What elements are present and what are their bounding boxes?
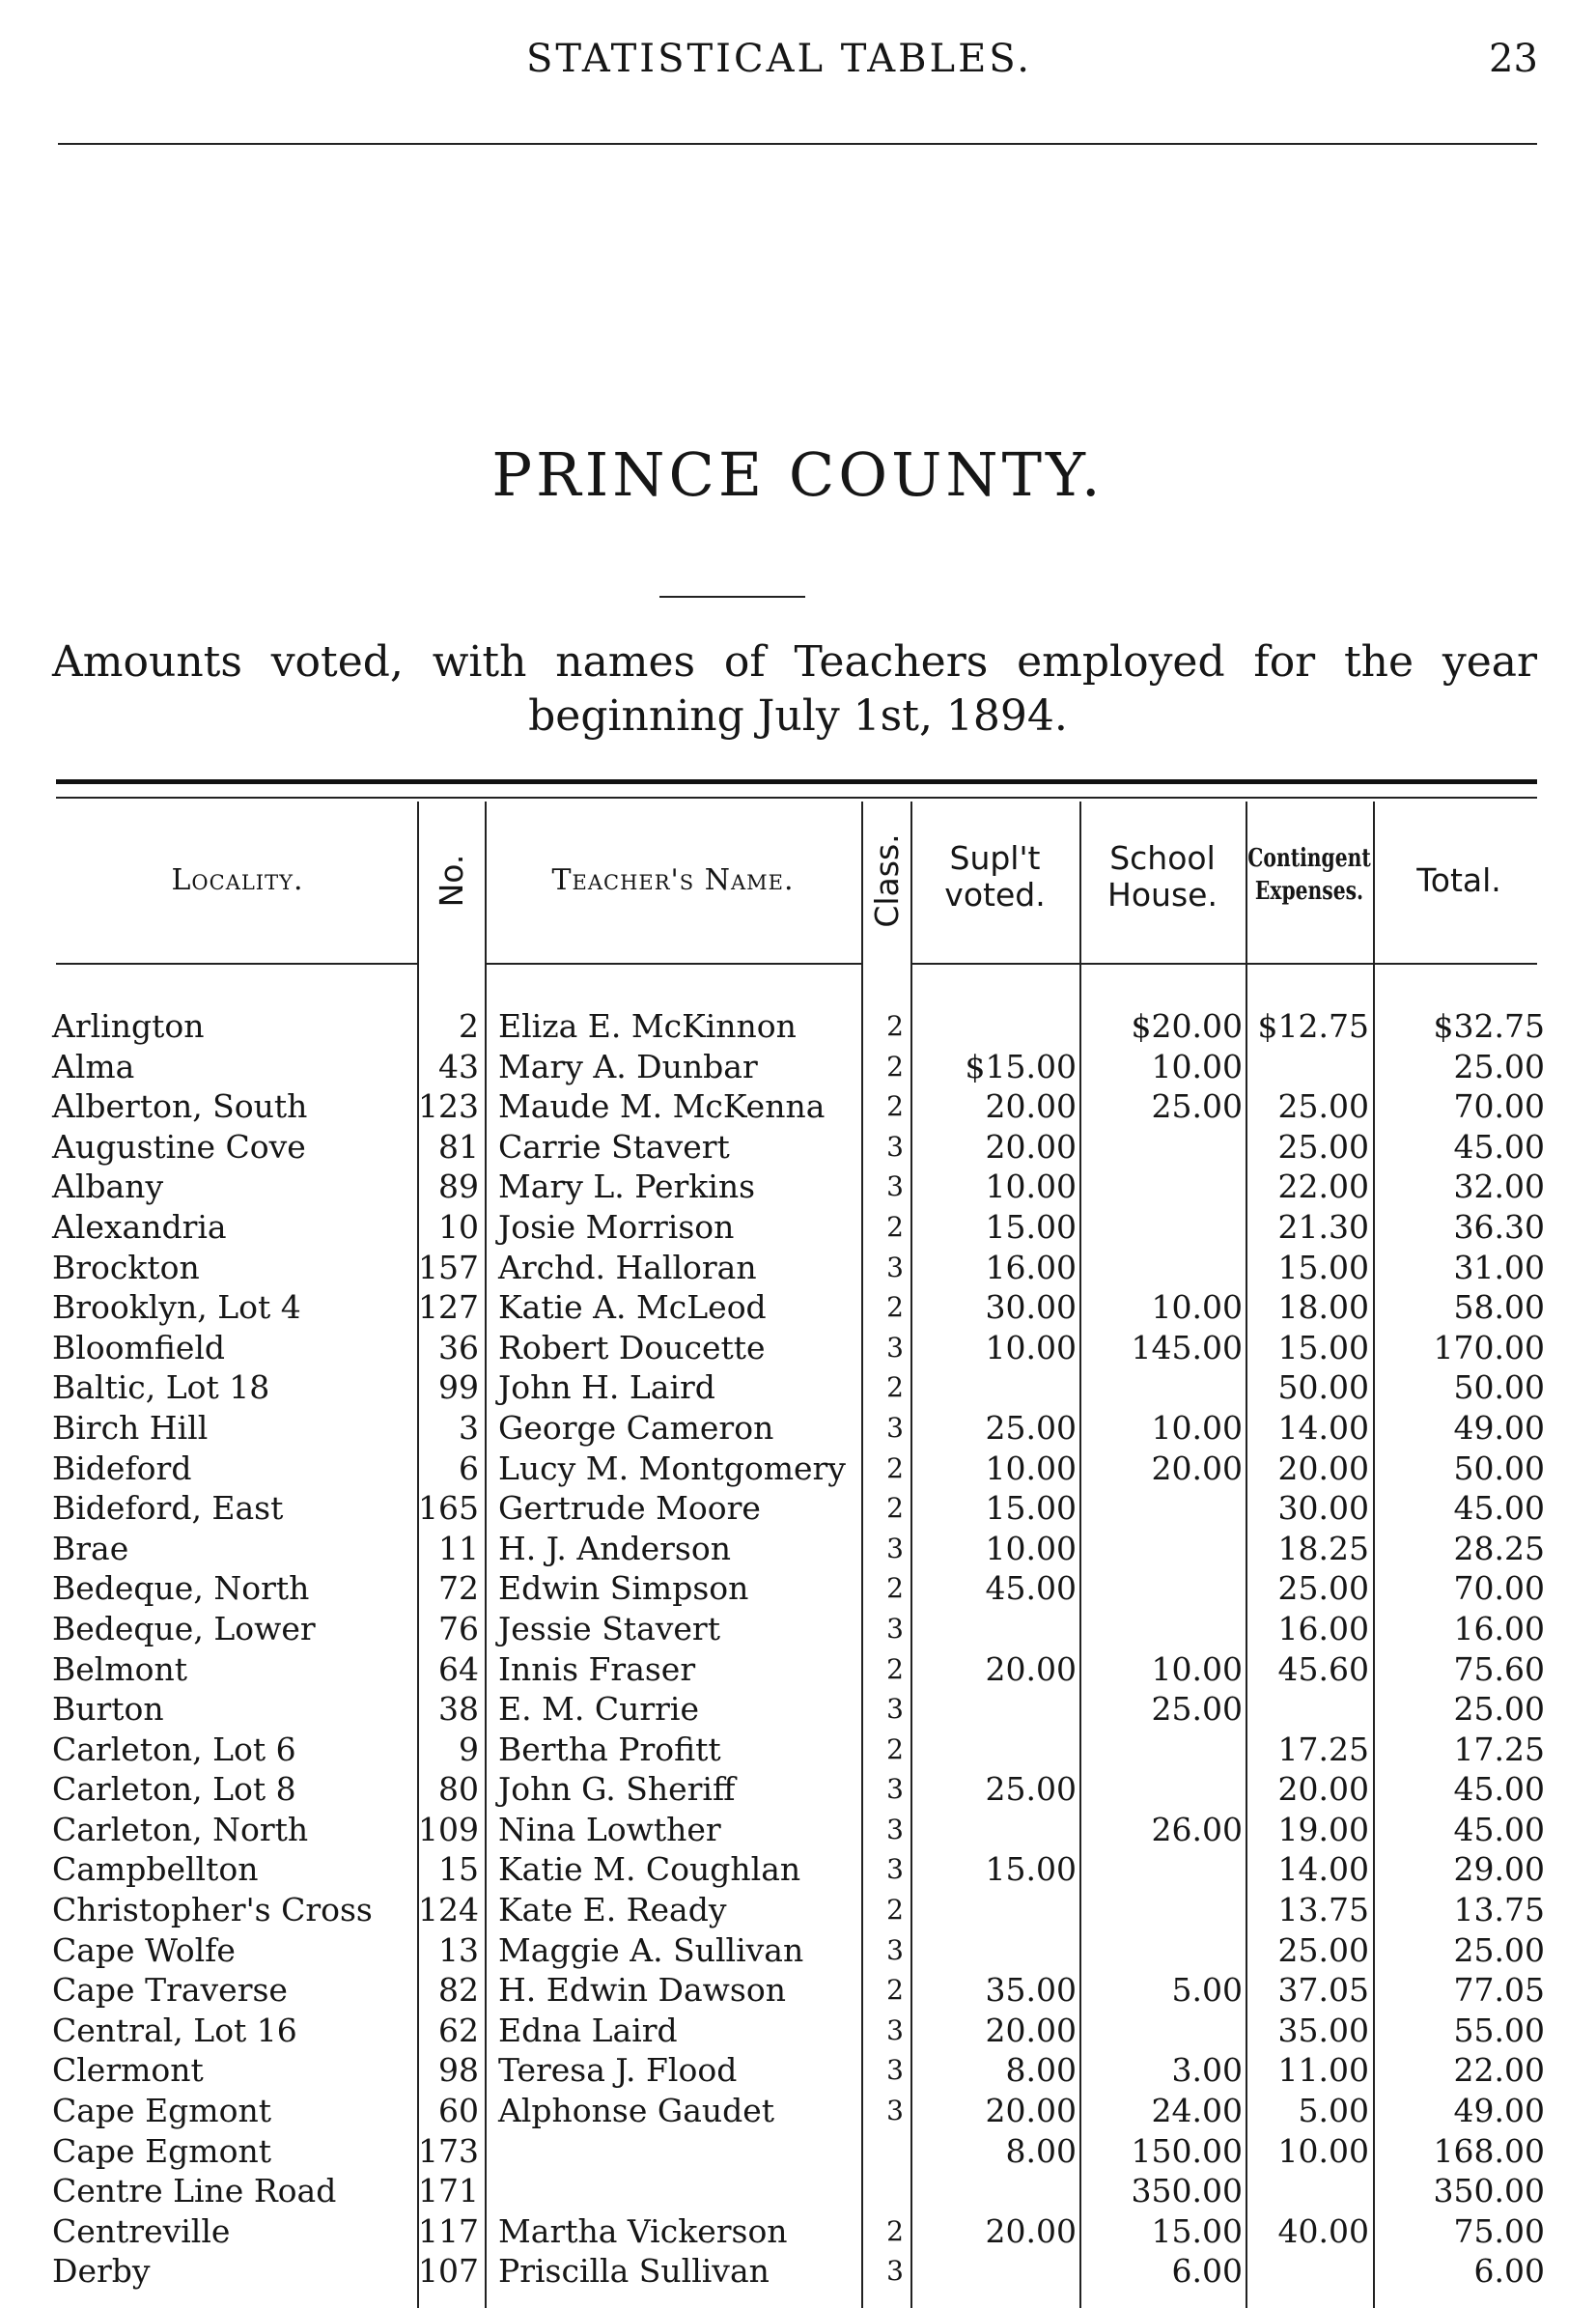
supplement-cell: 20.00 — [985, 2092, 1077, 2130]
number-cell: 107 — [418, 2252, 479, 2291]
locality-cell: Christopher's Cross — [52, 1891, 373, 1929]
total-cell: 75.60 — [1453, 1649, 1545, 1688]
table-row — [0, 1529, 1596, 1569]
contingent-cell: 25.00 — [1277, 1087, 1369, 1126]
table-row — [0, 1769, 1596, 1810]
total-cell: 49.00 — [1453, 2092, 1545, 2130]
total-cell: 350.00 — [1433, 2172, 1545, 2210]
contingent-cell: 5.00 — [1298, 2092, 1369, 2130]
locality-cell: Augustine Cove — [52, 1127, 306, 1166]
total-cell: 13.75 — [1453, 1891, 1545, 1929]
locality-cell: Bideford, East — [52, 1489, 284, 1528]
locality-cell: Bloomfield — [52, 1328, 226, 1366]
class-cell: 3 — [886, 1773, 904, 1806]
number-cell: 6 — [459, 1449, 479, 1487]
contingent-cell: 15.00 — [1277, 1328, 1369, 1366]
table-row — [0, 2251, 1596, 2292]
header-class: Class. — [868, 833, 906, 928]
teacher-cell: Maggie A. Sullivan — [498, 1930, 804, 1969]
teacher-cell: Alphonse Gaudet — [498, 2092, 775, 2130]
locality-cell: Birch Hill — [52, 1408, 209, 1447]
teacher-cell: John H. Laird — [498, 1368, 715, 1407]
supplement-cell: 10.00 — [985, 1449, 1077, 1487]
teacher-cell: H. J. Anderson — [498, 1529, 731, 1567]
total-cell: 70.00 — [1453, 1087, 1545, 1126]
teacher-cell: Kate E. Ready — [498, 1891, 727, 1929]
table-body — [0, 1006, 1596, 2292]
locality-cell: Alberton, South — [52, 1087, 308, 1126]
title-rule — [659, 596, 805, 598]
header-total: Total. — [1416, 861, 1501, 899]
supplement-cell: 35.00 — [985, 1971, 1077, 2010]
school-house-cell: 10.00 — [1151, 1288, 1243, 1327]
table-row — [0, 1488, 1596, 1529]
teacher-cell: H. Edwin Dawson — [498, 1971, 786, 2010]
contingent-cell: 35.00 — [1277, 2011, 1369, 2049]
locality-cell: Burton — [52, 1690, 164, 1729]
number-cell: 157 — [418, 1248, 479, 1286]
supplement-cell: 8.00 — [1005, 2051, 1077, 2090]
class-cell: 3 — [886, 1532, 904, 1564]
supplement-cell: 10.00 — [985, 1328, 1077, 1366]
header-teacher: Teacher's Name. — [551, 863, 795, 897]
class-cell: 2 — [886, 1652, 904, 1685]
class-cell: 2 — [886, 1210, 904, 1243]
supplement-cell: 30.00 — [985, 1288, 1077, 1327]
school-house-cell: 150.00 — [1131, 2131, 1243, 2170]
table-row — [0, 1127, 1596, 1168]
header-locality: Locality. — [171, 863, 304, 897]
table-row — [0, 1086, 1596, 1127]
table-row — [0, 1408, 1596, 1449]
table-row — [0, 1248, 1596, 1288]
locality-cell: Centre Line Road — [52, 2172, 337, 2210]
teacher-cell: Eliza E. McKinnon — [498, 1007, 797, 1045]
locality-cell: Central, Lot 16 — [52, 2011, 297, 2049]
class-cell: 3 — [886, 2095, 904, 2127]
total-cell: 6.00 — [1473, 2252, 1545, 2291]
number-cell: 173 — [418, 2131, 479, 2170]
supplement-cell: 20.00 — [985, 2211, 1077, 2250]
locality-cell: Baltic, Lot 18 — [52, 1368, 270, 1407]
number-cell: 109 — [418, 1810, 479, 1848]
total-cell: 55.00 — [1453, 2011, 1545, 2049]
class-cell: 2 — [886, 1291, 904, 1324]
supplement-cell: 20.00 — [985, 2011, 1077, 2049]
school-house-cell: 10.00 — [1151, 1047, 1243, 1085]
school-house-cell: 3.00 — [1171, 2051, 1243, 2090]
total-cell: 50.00 — [1453, 1368, 1545, 1407]
number-cell: 9 — [459, 1730, 479, 1768]
supplement-cell: $15.00 — [965, 1047, 1077, 1085]
contingent-cell: 18.25 — [1277, 1529, 1369, 1567]
table-row — [0, 1649, 1596, 1690]
number-cell: 38 — [438, 1690, 479, 1729]
table-row — [0, 2131, 1596, 2172]
class-cell: 3 — [886, 1853, 904, 1886]
contingent-cell: 13.75 — [1277, 1891, 1369, 1929]
total-cell: 58.00 — [1453, 1288, 1545, 1327]
header-cont-line2: Expenses. — [1254, 877, 1364, 906]
total-cell: 45.00 — [1453, 1770, 1545, 1809]
teacher-cell: Archd. Halloran — [498, 1248, 757, 1286]
total-cell: 45.00 — [1453, 1489, 1545, 1528]
class-cell: 2 — [886, 1050, 904, 1083]
table-row — [0, 1970, 1596, 2011]
contingent-cell: 25.00 — [1277, 1930, 1369, 1969]
number-cell: 165 — [418, 1489, 479, 1528]
number-cell: 98 — [438, 2051, 479, 2090]
table-row — [0, 1287, 1596, 1328]
total-cell: 28.25 — [1453, 1529, 1545, 1567]
table-row — [0, 1367, 1596, 1408]
teacher-cell: E. M. Currie — [498, 1690, 699, 1729]
table-top-thin-rule — [56, 797, 1537, 799]
total-cell: 75.00 — [1453, 2211, 1545, 2250]
table-row — [0, 1449, 1596, 1489]
supplement-cell: 10.00 — [985, 1529, 1077, 1567]
table-top-thick-rule — [56, 779, 1537, 784]
contingent-cell: 14.00 — [1277, 1408, 1369, 1447]
school-house-cell: 350.00 — [1131, 2172, 1243, 2210]
number-cell: 15 — [438, 1850, 479, 1889]
locality-cell: Campbellton — [52, 1850, 259, 1889]
table-row — [0, 1810, 1596, 1850]
school-house-cell: $20.00 — [1131, 1007, 1243, 1045]
header-cont-line1: Contingent — [1247, 844, 1371, 873]
total-cell: 50.00 — [1453, 1449, 1545, 1487]
school-house-cell: 15.00 — [1151, 2211, 1243, 2250]
class-cell: 2 — [886, 1010, 904, 1042]
table-row — [0, 1047, 1596, 1087]
number-cell: 13 — [438, 1930, 479, 1969]
total-cell: 170.00 — [1433, 1328, 1545, 1366]
teacher-cell: Priscilla Sullivan — [498, 2252, 770, 2291]
number-cell: 123 — [418, 1087, 479, 1126]
teacher-cell: Mary A. Dunbar — [498, 1047, 758, 1085]
number-cell: 171 — [418, 2172, 479, 2210]
contingent-cell: 25.00 — [1277, 1569, 1369, 1608]
total-cell: 168.00 — [1433, 2131, 1545, 2170]
class-cell: 3 — [886, 1331, 904, 1364]
supplement-cell: 20.00 — [985, 1087, 1077, 1126]
total-cell: 45.00 — [1453, 1810, 1545, 1848]
locality-cell: Arlington — [52, 1007, 205, 1045]
locality-cell: Brockton — [52, 1248, 200, 1286]
header-underline — [910, 963, 1537, 965]
teacher-cell: Katie M. Coughlan — [498, 1850, 801, 1889]
header-supl — [910, 840, 1079, 914]
contingent-cell: 16.00 — [1277, 1609, 1369, 1647]
locality-cell: Alma — [52, 1047, 135, 1085]
teacher-cell: Maude M. McKenna — [498, 1087, 826, 1126]
contingent-cell: 45.60 — [1277, 1649, 1369, 1688]
locality-cell: Cape Wolfe — [52, 1930, 236, 1969]
total-cell: 77.05 — [1453, 1971, 1545, 2010]
subtitle-line-2: beginning July 1st, 1894. — [528, 691, 1068, 741]
table-row — [0, 1167, 1596, 1207]
header-supl-line2: voted. — [944, 876, 1046, 914]
class-cell: 3 — [886, 1813, 904, 1845]
teacher-cell: Teresa J. Flood — [498, 2051, 738, 2090]
locality-cell: Brooklyn, Lot 4 — [52, 1288, 301, 1327]
number-cell: 72 — [438, 1569, 479, 1608]
class-cell: 2 — [886, 1371, 904, 1404]
contingent-cell: 19.00 — [1277, 1810, 1369, 1848]
class-cell: 3 — [886, 1130, 904, 1163]
contingent-cell: 25.00 — [1277, 1127, 1369, 1166]
number-cell: 99 — [438, 1368, 479, 1407]
class-cell: 3 — [886, 2013, 904, 2046]
header-house-line1: School — [1109, 839, 1216, 877]
supplement-cell: 15.00 — [985, 1489, 1077, 1528]
header-no: No. — [433, 854, 470, 908]
school-house-cell: 20.00 — [1151, 1449, 1243, 1487]
teacher-cell: Robert Doucette — [498, 1328, 766, 1366]
locality-cell: Carleton, Lot 8 — [52, 1770, 296, 1809]
number-cell: 64 — [438, 1649, 479, 1688]
locality-cell: Cape Egmont — [52, 2131, 271, 2170]
school-house-cell: 6.00 — [1171, 2252, 1243, 2291]
school-house-cell: 10.00 — [1151, 1408, 1243, 1447]
subtitle-line-1: Amounts voted, with names of Teachers employed for the year — [52, 637, 1537, 687]
locality-cell: Brae — [52, 1529, 129, 1567]
school-house-cell: 5.00 — [1171, 1971, 1243, 2010]
locality-cell: Bideford — [52, 1449, 192, 1487]
supplement-cell: 45.00 — [985, 1569, 1077, 1608]
contingent-cell: 30.00 — [1277, 1489, 1369, 1528]
supplement-cell: 25.00 — [985, 1770, 1077, 1809]
supplement-cell: 10.00 — [985, 1168, 1077, 1206]
class-cell: 2 — [886, 1572, 904, 1605]
locality-cell: Bedeque, Lower — [52, 1609, 316, 1647]
number-cell: 2 — [459, 1007, 479, 1045]
header-rule — [58, 143, 1537, 145]
class-cell: 2 — [886, 1451, 904, 1484]
number-cell: 80 — [438, 1770, 479, 1809]
supplement-cell: 15.00 — [985, 1850, 1077, 1889]
contingent-cell: 50.00 — [1277, 1368, 1369, 1407]
total-cell: 25.00 — [1453, 1047, 1545, 1085]
locality-cell: Cape Egmont — [52, 2092, 271, 2130]
contingent-cell: 22.00 — [1277, 1168, 1369, 1206]
class-cell: 3 — [886, 1612, 904, 1645]
contingent-cell: 40.00 — [1277, 2211, 1369, 2250]
number-cell: 81 — [438, 1127, 479, 1166]
total-cell: 36.30 — [1453, 1207, 1545, 1246]
total-cell: 32.00 — [1453, 1168, 1545, 1206]
table-row — [0, 1006, 1596, 1047]
number-cell: 36 — [438, 1328, 479, 1366]
page-number: 23 — [1489, 37, 1538, 81]
total-cell: 25.00 — [1453, 1690, 1545, 1729]
number-cell: 11 — [438, 1529, 479, 1567]
number-cell: 124 — [418, 1891, 479, 1929]
total-cell: 25.00 — [1453, 1930, 1545, 1969]
contingent-cell: 15.00 — [1277, 1248, 1369, 1286]
teacher-cell: Jessie Stavert — [498, 1609, 720, 1647]
total-cell: 16.00 — [1453, 1609, 1545, 1647]
number-cell: 60 — [438, 2092, 479, 2130]
table-row — [0, 2011, 1596, 2051]
table-row — [0, 1568, 1596, 1609]
school-house-cell: 145.00 — [1131, 1328, 1243, 1366]
teacher-cell: Carrie Stavert — [498, 1127, 730, 1166]
header-supl-line1: Supl't — [949, 839, 1041, 877]
class-cell: 3 — [886, 1411, 904, 1444]
class-cell: 2 — [886, 1732, 904, 1765]
total-cell: 70.00 — [1453, 1569, 1545, 1608]
supplement-cell: 20.00 — [985, 1649, 1077, 1688]
contingent-cell: 14.00 — [1277, 1850, 1369, 1889]
table-row — [0, 2091, 1596, 2131]
supplement-cell: 16.00 — [985, 1248, 1077, 1286]
teacher-cell: Edwin Simpson — [498, 1569, 749, 1608]
teacher-cell: Lucy M. Montgomery — [498, 1449, 846, 1487]
table-row — [0, 1849, 1596, 1890]
table-row — [0, 1609, 1596, 1649]
school-house-cell: 10.00 — [1151, 1649, 1243, 1688]
supplement-cell: 8.00 — [1005, 2131, 1077, 2170]
locality-cell: Alexandria — [52, 1207, 227, 1246]
teacher-cell: John G. Sheriff — [498, 1770, 736, 1809]
locality-cell: Bedeque, North — [52, 1569, 310, 1608]
county-title: PRINCE COUNTY. — [491, 439, 1105, 510]
teacher-cell: Innis Fraser — [498, 1649, 696, 1688]
teacher-cell: George Cameron — [498, 1408, 774, 1447]
school-house-cell: 25.00 — [1151, 1690, 1243, 1729]
locality-cell: Clermont — [52, 2051, 204, 2090]
header-underline — [485, 963, 861, 965]
table-row — [0, 2171, 1596, 2211]
locality-cell: Carleton, North — [52, 1810, 309, 1848]
number-cell: 3 — [459, 1408, 479, 1447]
contingent-cell: 18.00 — [1277, 1288, 1369, 1327]
locality-cell: Albany — [52, 1168, 164, 1206]
teacher-cell: Martha Vickerson — [498, 2211, 788, 2250]
total-cell: 17.25 — [1453, 1730, 1545, 1768]
contingent-cell: 20.00 — [1277, 1770, 1369, 1809]
table-row — [0, 1890, 1596, 1930]
total-cell: 45.00 — [1453, 1127, 1545, 1166]
total-cell: 22.00 — [1453, 2051, 1545, 2090]
class-cell: 3 — [886, 1170, 904, 1203]
table-row — [0, 1328, 1596, 1368]
table-row — [0, 1930, 1596, 1971]
school-house-cell: 24.00 — [1151, 2092, 1243, 2130]
total-cell: 31.00 — [1453, 1248, 1545, 1286]
number-cell: 82 — [438, 1971, 479, 2010]
locality-cell: Belmont — [52, 1649, 188, 1688]
teacher-cell: Bertha Profitt — [498, 1730, 721, 1768]
table-row — [0, 1207, 1596, 1248]
header-house-line2: House. — [1107, 876, 1218, 914]
locality-cell: Carleton, Lot 6 — [52, 1730, 296, 1768]
teacher-cell: Katie A. McLeod — [498, 1288, 767, 1327]
teacher-cell: Mary L. Perkins — [498, 1168, 756, 1206]
teacher-cell: Gertrude Moore — [498, 1489, 761, 1528]
running-head: STATISTICAL TABLES. — [526, 37, 1032, 81]
locality-cell: Cape Traverse — [52, 1971, 288, 2010]
teacher-cell: Edna Laird — [498, 2011, 678, 2049]
class-cell: 3 — [886, 1251, 904, 1283]
class-cell: 2 — [886, 1894, 904, 1927]
contingent-cell: $12.75 — [1257, 1007, 1369, 1045]
class-cell: 3 — [886, 2255, 904, 2288]
locality-cell: Centreville — [52, 2211, 231, 2250]
class-cell: 2 — [886, 1090, 904, 1123]
teacher-cell: Josie Morrison — [498, 1207, 735, 1246]
locality-cell: Derby — [52, 2252, 151, 2291]
table-row — [0, 2211, 1596, 2252]
supplement-cell: 15.00 — [985, 1207, 1077, 1246]
school-house-cell: 26.00 — [1151, 1810, 1243, 1848]
class-cell: 2 — [886, 1492, 904, 1525]
supplement-cell: 20.00 — [985, 1127, 1077, 1166]
number-cell: 62 — [438, 2011, 479, 2049]
class-cell: 2 — [886, 1974, 904, 2007]
class-cell: 3 — [886, 1933, 904, 1966]
total-cell: 49.00 — [1453, 1408, 1545, 1447]
contingent-cell: 37.05 — [1277, 1971, 1369, 2010]
number-cell: 10 — [438, 1207, 479, 1246]
table-row — [0, 2050, 1596, 2091]
contingent-cell: 20.00 — [1277, 1449, 1369, 1487]
table-row — [0, 1689, 1596, 1730]
table-row — [0, 1730, 1596, 1770]
class-cell: 3 — [886, 1693, 904, 1726]
number-cell: 76 — [438, 1609, 479, 1647]
header-underline — [56, 963, 417, 965]
supplement-cell: 25.00 — [985, 1408, 1077, 1447]
school-house-cell: 25.00 — [1151, 1087, 1243, 1126]
number-cell: 127 — [418, 1288, 479, 1327]
number-cell: 43 — [438, 1047, 479, 1085]
number-cell: 117 — [418, 2211, 479, 2250]
header-school-house — [1079, 840, 1246, 914]
class-cell: 2 — [886, 2214, 904, 2247]
total-cell: $32.75 — [1433, 1007, 1545, 1045]
contingent-cell: 21.30 — [1277, 1207, 1369, 1246]
contingent-cell: 11.00 — [1277, 2051, 1369, 2090]
contingent-cell: 10.00 — [1277, 2131, 1369, 2170]
header-contingent — [1237, 842, 1382, 908]
teacher-cell: Nina Lowther — [498, 1810, 721, 1848]
class-cell: 3 — [886, 2054, 904, 2087]
number-cell: 89 — [438, 1168, 479, 1206]
total-cell: 29.00 — [1453, 1850, 1545, 1889]
contingent-cell: 17.25 — [1277, 1730, 1369, 1768]
